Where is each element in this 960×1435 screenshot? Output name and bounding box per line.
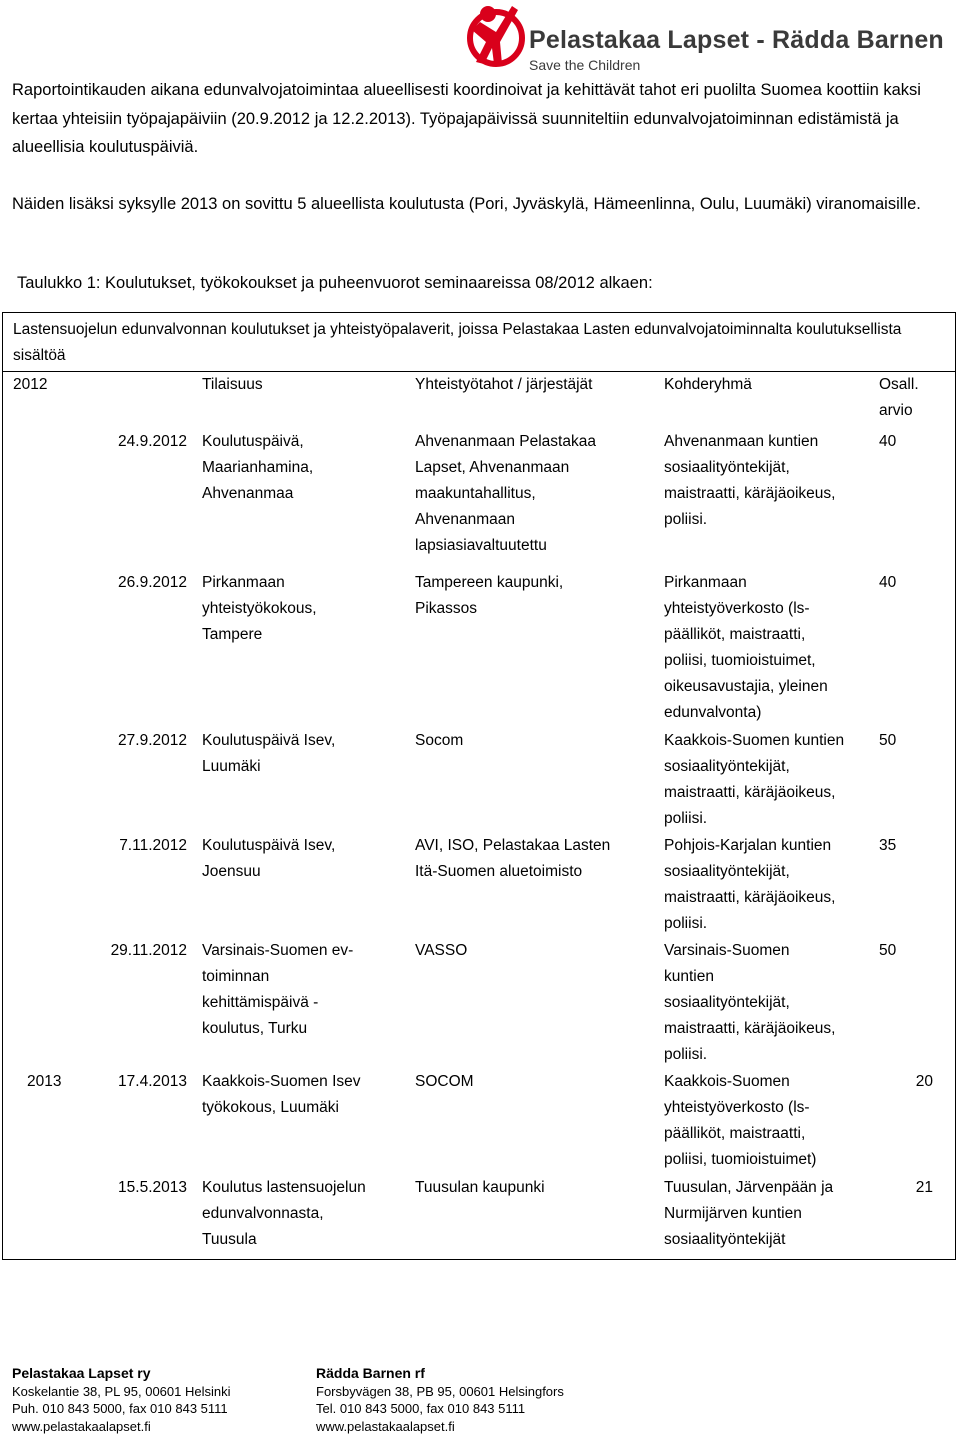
cell-event [202, 429, 313, 507]
cell-target-group-line: sosiaalityöntekijät, [664, 863, 790, 880]
cell-target-group-line: poliisi. [664, 915, 708, 932]
cell-participants: 21 [915, 1179, 933, 1196]
cell-target-group-line: maistraatti, käräjäoikeus, [664, 784, 836, 801]
cell-target-group-line: Kaakkois-Suomen [664, 1073, 790, 1090]
cell-target-group-line: poliisi. [664, 1046, 708, 1063]
cell-year: 2013 [27, 1073, 62, 1090]
cell-partners-line: Ahvenanmaan [415, 511, 515, 528]
cell-target-group-line: Pohjois-Karjalan kuntien [664, 837, 832, 854]
cell-event [202, 938, 353, 1042]
cell-target-group-line: poliisi. [664, 810, 708, 827]
cell-target-group [664, 833, 835, 937]
column-header-partners: Yhteistyötahot / järjestäjät [415, 376, 593, 393]
cell-target-group-line: sosiaalityöntekijät, [664, 758, 790, 775]
cell-partners [415, 1175, 545, 1201]
cell-participants: 40 [879, 574, 897, 591]
cell-event-line: Koulutus lastensuojelun [202, 1179, 366, 1196]
cell-target-group [664, 728, 844, 832]
cell-partners [415, 833, 610, 885]
cell-participants: 40 [879, 433, 897, 450]
cell-event-line: Ahvenanmaa [202, 485, 294, 502]
column-header-participants-line: Osall. [879, 376, 919, 393]
cell-event-line: toiminnan [202, 968, 270, 985]
cell-participants: 35 [879, 837, 897, 854]
cell-event-line: Tampere [202, 626, 263, 643]
organization-logo [466, 2, 958, 74]
cell-target-group-line: Nurmijärven kuntien [664, 1205, 802, 1222]
cell-date: 27.9.2012 [118, 732, 187, 749]
cell-target-group-line: poliisi, tuomioistuimet, [664, 652, 816, 669]
brand-tagline: Save the Children [529, 57, 641, 73]
cell-target-group-line: yhteistyöverkosto (ls- [664, 600, 810, 617]
cell-target-group [664, 1069, 816, 1173]
cell-partners-line: Tampereen kaupunki, [415, 574, 564, 591]
cell-event [202, 1175, 366, 1253]
cell-event-line: Luumäki [202, 758, 261, 775]
cell-event-line: Tuusula [202, 1231, 257, 1248]
cell-partners [415, 570, 563, 622]
cell-target-group [664, 570, 828, 726]
footer-right [316, 1365, 564, 1435]
cell-event-line: Koulutuspäivä Isev, [202, 732, 336, 749]
column-header-year: 2012 [13, 376, 48, 393]
cell-target-group-line: oikeusavustajia, yleinen [664, 678, 828, 695]
cell-event [202, 833, 335, 885]
cell-target-group-line: poliisi. [664, 511, 708, 528]
cell-event-line: Koulutuspäivä Isev, [202, 837, 336, 854]
training-table [2, 312, 956, 1260]
cell-partners [415, 429, 596, 559]
cell-participants: 20 [915, 1073, 933, 1090]
cell-target-group-line: maistraatti, käräjäoikeus, [664, 1020, 836, 1037]
cell-target-group [664, 938, 835, 1068]
cell-date: 26.9.2012 [118, 574, 187, 591]
cell-event-line: koulutus, Turku [202, 1020, 308, 1037]
cell-event-line: kehittämispäivä - [202, 994, 319, 1011]
cell-target-group-line: sosiaalityöntekijät, [664, 994, 790, 1011]
cell-partners-line: maakuntahallitus, [415, 485, 536, 502]
cell-target-group-line: maistraatti, käräjäoikeus, [664, 889, 836, 906]
regional-training-paragraph: Näiden lisäksi syksylle 2013 on sovittu 5 alueellista koulutusta (Pori, Jyväskylä, Hämeenlinna, Oulu, Luumäki) viranomaisille. [12, 195, 921, 213]
cell-participants: 50 [879, 942, 897, 959]
cell-target-group-line: edunvalvonta) [664, 704, 762, 721]
cell-partners [415, 728, 463, 754]
cell-event-line: edunvalvonnasta, [202, 1205, 324, 1222]
table-caption: Taulukko 1: Koulutukset, työkokoukset ja puheenvuorot seminaareissa 08/2012 alkaen: [17, 274, 653, 292]
cell-target-group-line: yhteistyöverkosto (ls- [664, 1099, 810, 1116]
cell-partners-line: Ahvenanmaan Pelastakaa [415, 433, 596, 450]
column-header-participants [879, 372, 919, 424]
cell-partners-line: VASSO [415, 942, 468, 959]
cell-partners-line: Itä-Suomen aluetoimisto [415, 863, 583, 880]
footer-left-org: Pelastakaa Lapset ry [12, 1365, 151, 1381]
cell-target-group [664, 429, 835, 533]
column-header-event: Tilaisuus [202, 376, 263, 393]
cell-target-group-line: sosiaalityöntekijät [664, 1231, 786, 1248]
save-the-children-emblem-icon [466, 2, 528, 74]
cell-partners-line: Pikassos [415, 600, 478, 617]
cell-target-group-line: Ahvenanmaan kuntien [664, 433, 819, 450]
column-header-participants-line: arvio [879, 402, 913, 419]
cell-date: 29.11.2012 [110, 942, 187, 959]
cell-target-group-line: kuntien [664, 968, 714, 985]
column-header-target-group: Kohderyhmä [664, 376, 752, 393]
cell-event-line: Koulutuspäivä, [202, 433, 304, 450]
cell-event-line: yhteistyökokous, [202, 600, 317, 617]
intro-paragraph: Raportointikauden aikana edunvalvojatoimintaa alueellisesti koordinoivat ja kehittävät tahot eri puolilta Suomea koottiin kaksi kertaa yhteisiin työpajapäiviin (20.9.2012 ja 12.2.2013). Työpajapäivissä suunniteltiin edunvalvojatoiminnan edistämistä ja alueellisia koulutuspäiviä. [12, 81, 921, 156]
footer-right-web[interactable]: www.pelastakaalapset.fi [316, 1418, 455, 1434]
footer-left [12, 1365, 231, 1435]
cell-date: 7.11.2012 [119, 837, 187, 854]
cell-event-line: Joensuu [202, 863, 261, 880]
footer-left-web[interactable]: www.pelastakaalapset.fi [12, 1418, 151, 1434]
footer-left-address: Koskelantie 38, PL 95, 00601 Helsinki [12, 1383, 231, 1399]
cell-event [202, 570, 317, 648]
cell-event-line: työkokous, Luumäki [202, 1099, 339, 1116]
cell-target-group-line: päälliköt, maistraatti, [664, 1125, 806, 1142]
table-title: Lastensuojelun edunvalvonnan koulutukset ja yhteistyöpalaverit, joissa Pelastakaa Lasten edunvalvojatoiminnalta koulutuksellista sisältöä [13, 321, 902, 364]
cell-partners-line: Lapset, Ahvenanmaan [415, 459, 570, 476]
cell-partners [415, 938, 467, 964]
cell-partners-line: AVI, ISO, Pelastakaa Lasten [415, 837, 611, 854]
cell-event [202, 728, 335, 780]
cell-partners-line: Socom [415, 732, 464, 749]
cell-target-group-line: päälliköt, maistraatti, [664, 626, 806, 643]
cell-target-group-line: Kaakkois-Suomen kuntien [664, 732, 845, 749]
cell-event-line: Kaakkois-Suomen Isev [202, 1073, 361, 1090]
cell-date: 17.4.2013 [118, 1073, 187, 1090]
footer-right-address: Forsbyvägen 38, PB 95, 00601 Helsingfors [316, 1383, 564, 1399]
cell-target-group-line: sosiaalityöntekijät, [664, 459, 790, 476]
footer-right-org: Rädda Barnen rf [316, 1365, 425, 1381]
cell-event-line: Pirkanmaan [202, 574, 285, 591]
cell-date: 24.9.2012 [118, 433, 187, 450]
footer-left-phone: Puh. 010 843 5000, fax 010 843 5111 [12, 1401, 228, 1416]
cell-partners-line: SOCOM [415, 1073, 474, 1090]
cell-target-group-line: poliisi, tuomioistuimet) [664, 1151, 817, 1168]
cell-date: 15.5.2013 [118, 1179, 187, 1196]
cell-event-line: Varsinais-Suomen ev- [202, 942, 354, 959]
brand-name: Pelastakaa Lapset - Rädda Barnen [529, 26, 944, 54]
cell-event [202, 1069, 361, 1121]
cell-target-group-line: Pirkanmaan [664, 574, 747, 591]
footer-right-phone: Tel. 010 843 5000, fax 010 843 5111 [316, 1401, 526, 1416]
cell-event-line: Maarianhamina, [202, 459, 314, 476]
cell-target-group-line: Tuusulan, Järvenpään ja [664, 1179, 834, 1196]
cell-target-group-line: Varsinais-Suomen [664, 942, 790, 959]
cell-partners-line: Tuusulan kaupunki [415, 1179, 545, 1196]
cell-target-group [664, 1175, 833, 1253]
cell-partners-line: lapsiasiavaltuutettu [415, 537, 547, 554]
cell-participants: 50 [879, 732, 897, 749]
cell-target-group-line: maistraatti, käräjäoikeus, [664, 485, 836, 502]
cell-partners [415, 1069, 474, 1095]
